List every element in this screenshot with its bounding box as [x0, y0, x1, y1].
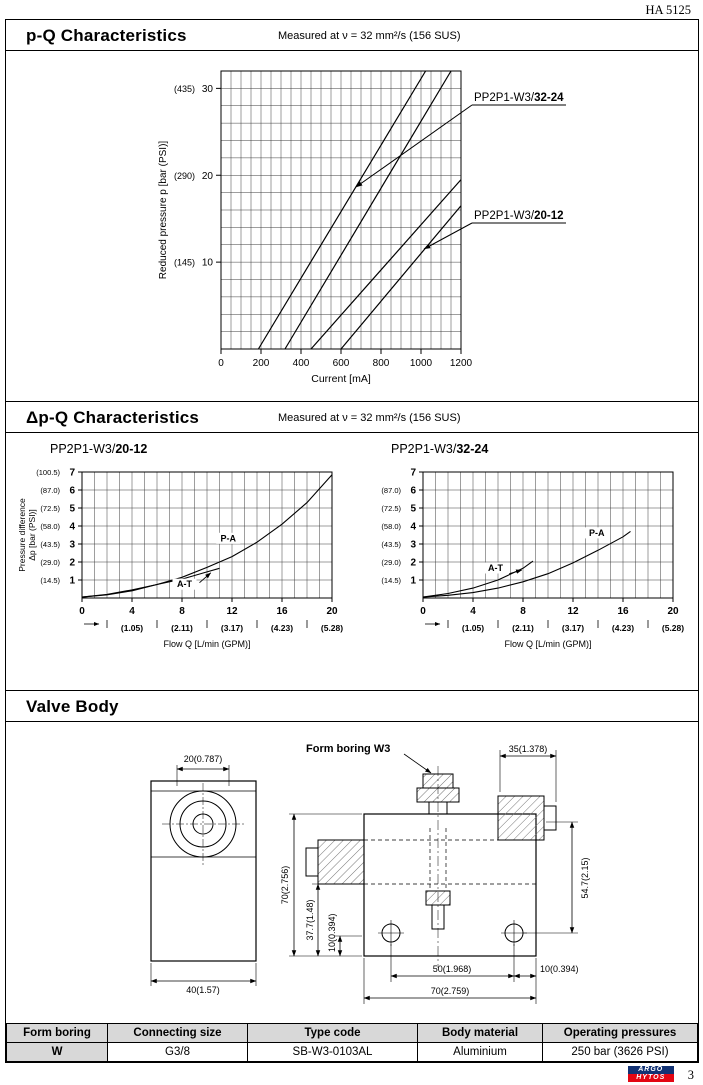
svg-text:4: 4	[410, 521, 416, 533]
svg-text:(43.5): (43.5)	[40, 540, 60, 549]
svg-text:16: 16	[617, 606, 629, 617]
chart-title-prefix: PP2P1-W3/	[391, 442, 457, 456]
spec-table-row	[7, 1043, 698, 1062]
svg-text:20: 20	[326, 606, 338, 617]
svg-text:1: 1	[69, 575, 75, 587]
svg-text:(43.5): (43.5)	[381, 540, 401, 549]
header-type-code: Type code	[248, 1024, 418, 1043]
form-boring-label: Form boring W3	[306, 743, 391, 755]
document-number: HA 5125	[645, 3, 691, 17]
svg-text:(29.0): (29.0)	[40, 558, 60, 567]
svg-text:(87.0): (87.0)	[381, 486, 401, 495]
chart-title-prefix: PP2P1-W3/	[50, 442, 116, 456]
svg-text:Current [mA]: Current [mA]	[311, 373, 371, 385]
svg-text:(29.0): (29.0)	[381, 558, 401, 567]
svg-text:8: 8	[520, 606, 526, 617]
section-pq-characteristics	[6, 20, 698, 401]
svg-text:3: 3	[69, 539, 75, 551]
dim-side-height-mid: 37.7(1.48)	[305, 899, 315, 941]
svg-text:PP2P1-W3/32-24: PP2P1-W3/32-24	[474, 92, 564, 104]
svg-text:P-A: P-A	[220, 533, 236, 544]
dim-side-height-low: 10(0.394)	[327, 913, 337, 952]
valve-front-view	[151, 781, 256, 961]
svg-text:(3.17): (3.17)	[220, 623, 244, 633]
svg-text:5: 5	[69, 503, 75, 515]
svg-text:Pressure differenceΔp [bar (PS: Pressure differenceΔp [bar (PSI)]	[17, 498, 37, 572]
svg-text:0: 0	[79, 606, 85, 617]
svg-text:7: 7	[410, 467, 416, 479]
svg-text:(1.05): (1.05)	[120, 623, 144, 633]
logo-argo: ARGO	[628, 1066, 674, 1074]
pq-chart	[6, 61, 698, 398]
page-footer	[628, 1066, 694, 1082]
svg-text:(72.5): (72.5)	[40, 504, 60, 513]
dim-side-top-width: 35(1.378)	[508, 744, 548, 754]
chart-title-32-24	[357, 441, 698, 458]
dpq-charts-row	[6, 441, 698, 666]
dpq-chart-32-24	[357, 460, 698, 666]
section-title-pq: p-Q Characteristics	[26, 26, 187, 45]
svg-text:10: 10	[201, 257, 213, 269]
svg-text:(5.28): (5.28)	[661, 623, 685, 633]
svg-text:(3.17): (3.17)	[561, 623, 585, 633]
header-body-material: Body material	[418, 1024, 543, 1043]
svg-text:Flow Q [L/min (GPM)]: Flow Q [L/min (GPM)]	[163, 639, 251, 649]
chart-title-20-12	[16, 441, 357, 458]
valve-side-view	[306, 766, 556, 968]
section-header	[6, 402, 698, 433]
chart-title-bold: 20-12	[115, 442, 148, 456]
argo-hytos-logo	[628, 1066, 674, 1082]
svg-text:800: 800	[372, 358, 390, 369]
svg-text:7: 7	[69, 467, 75, 479]
svg-text:A-T: A-T	[488, 563, 503, 573]
svg-text:(2.11): (2.11)	[171, 623, 193, 633]
cell-operating-pressures: 250 bar (3626 PSI)	[543, 1043, 698, 1062]
measurement-condition: Measured at ν = 32 mm²/s (156 SUS)	[278, 30, 461, 42]
svg-text:12: 12	[226, 606, 238, 617]
spec-table	[6, 1023, 698, 1062]
svg-text:0: 0	[218, 358, 224, 369]
dpq-chart-svg	[357, 460, 698, 666]
section-title-valve: Valve Body	[26, 697, 119, 716]
svg-text:200: 200	[252, 358, 270, 369]
svg-text:8: 8	[179, 606, 185, 617]
svg-text:(87.0): (87.0)	[40, 486, 60, 495]
cell-body-material: Aluminium	[418, 1043, 543, 1062]
page-number: 3	[687, 1068, 694, 1082]
svg-text:(72.5): (72.5)	[381, 504, 401, 513]
pq-chart-svg	[6, 61, 689, 398]
dpq-chart-svg	[16, 460, 357, 666]
svg-text:2: 2	[69, 557, 75, 569]
svg-text:(1.05): (1.05)	[461, 623, 485, 633]
svg-text:0: 0	[420, 606, 426, 617]
dpq-chart-32-24-block	[357, 441, 698, 666]
svg-text:(435): (435)	[173, 83, 195, 94]
dim-hole-spacing: 50(1.968)	[432, 964, 472, 974]
dim-side-height: 70(2.756)	[280, 865, 290, 905]
spec-table-header-row	[7, 1024, 698, 1043]
svg-text:400: 400	[292, 358, 310, 369]
header-form-boring: Form boring	[7, 1024, 108, 1043]
svg-text:(58.0): (58.0)	[381, 522, 401, 531]
section-header	[6, 20, 698, 51]
section-title-dpq: Δp-Q Characteristics	[26, 408, 200, 427]
section-header	[6, 691, 698, 722]
svg-text:12: 12	[567, 606, 579, 617]
svg-text:(5.28): (5.28)	[320, 623, 344, 633]
svg-text:30: 30	[201, 83, 213, 95]
svg-text:(4.23): (4.23)	[611, 623, 635, 633]
chart-title-bold: 32-24	[456, 442, 489, 456]
dim-front-width-top: 20(0.787)	[183, 754, 223, 764]
svg-text:A-T: A-T	[177, 579, 192, 590]
svg-text:(4.23): (4.23)	[270, 623, 294, 633]
dim-side-right-height: 54.7(2.15)	[580, 857, 590, 899]
svg-text:600: 600	[332, 358, 350, 369]
dim-side-bottom-width: 70(2.759)	[430, 986, 470, 996]
header-connecting-size: Connecting size	[108, 1024, 248, 1043]
logo-hytos: HYTOS	[628, 1074, 674, 1082]
svg-text:3: 3	[410, 539, 416, 551]
svg-text:20: 20	[201, 170, 213, 182]
svg-text:(58.0): (58.0)	[40, 522, 60, 531]
dpq-chart-20-12-block	[16, 441, 357, 666]
svg-text:Flow Q [L/min (GPM)]: Flow Q [L/min (GPM)]	[504, 639, 592, 649]
svg-text:(14.5): (14.5)	[40, 576, 60, 585]
svg-text:5: 5	[410, 503, 416, 515]
section-valve-body	[6, 690, 698, 1023]
page-frame	[5, 19, 699, 1063]
svg-text:P-A: P-A	[589, 527, 605, 538]
svg-text:20: 20	[667, 606, 679, 617]
svg-text:4: 4	[69, 521, 75, 533]
svg-text:2: 2	[410, 557, 416, 569]
header-operating-pressures: Operating pressures	[543, 1024, 698, 1043]
svg-text:6: 6	[69, 485, 75, 497]
svg-text:4: 4	[470, 606, 476, 617]
cell-form-boring: W	[7, 1043, 108, 1062]
dim-front-width-bottom: 40(1.57)	[186, 985, 220, 995]
valve-body-drawing	[6, 736, 689, 1014]
cell-type-code: SB-W3-0103AL	[248, 1043, 418, 1062]
svg-text:(145): (145)	[173, 257, 195, 268]
svg-text:(2.11): (2.11)	[512, 623, 534, 633]
measurement-condition: Measured at ν = 32 mm²/s (156 SUS)	[278, 412, 461, 424]
svg-text:16: 16	[276, 606, 288, 617]
cell-connecting-size: G3/8	[108, 1043, 248, 1062]
svg-text:(100.5): (100.5)	[36, 468, 60, 477]
svg-text:(290): (290)	[173, 170, 195, 181]
svg-text:1200: 1200	[449, 358, 473, 369]
svg-text:1: 1	[410, 575, 416, 587]
dpq-chart-20-12	[16, 460, 357, 666]
svg-text:4: 4	[129, 606, 135, 617]
svg-text:1000: 1000	[409, 358, 433, 369]
dim-hole-edge: 10(0.394)	[540, 964, 579, 974]
svg-text:(14.5): (14.5)	[381, 576, 401, 585]
svg-text:Reduced pressure p [bar (PSI)]: Reduced pressure p [bar (PSI)]	[158, 140, 169, 280]
svg-text:6: 6	[410, 485, 416, 497]
svg-text:PP2P1-W3/20-12: PP2P1-W3/20-12	[474, 210, 564, 222]
section-dpq-characteristics	[6, 401, 698, 690]
